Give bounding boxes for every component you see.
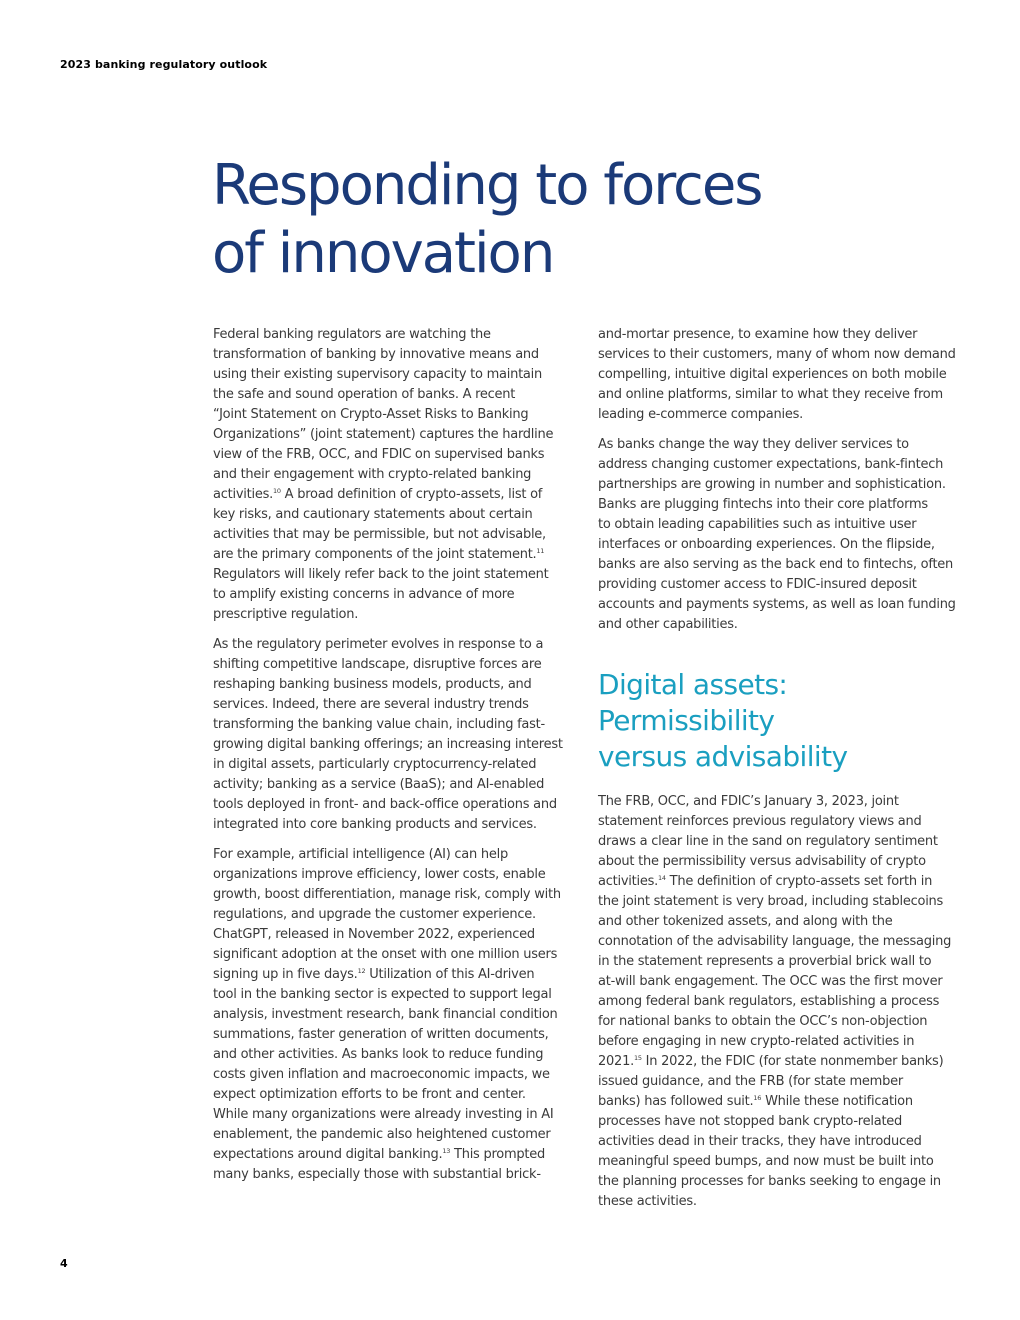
- text-run: for national banks to obtain the OCC’s non-objection: [598, 1014, 928, 1029]
- text-run: significant adoption at the onset with one million users: [213, 947, 558, 962]
- running-header: 2023 banking regulatory outlook: [60, 58, 268, 71]
- left-paragraph-1: [213, 325, 573, 625]
- text-run: at-will bank engagement. The OCC was the first mover: [598, 974, 943, 989]
- text-line: [213, 885, 573, 905]
- text-run: are the primary components of the joint statement.: [213, 547, 537, 562]
- text-run: and other activities. As banks look to reduce funding: [213, 1047, 544, 1062]
- footnote-ref: 16: [753, 1094, 762, 1102]
- text-run: issued guidance, and the FRB (for state member: [598, 1074, 903, 1089]
- text-line: reshaping banking business models, products, and: [213, 677, 532, 692]
- text-line: in digital assets, particularly cryptocurrency-related: [213, 757, 537, 772]
- text-run: in the statement represents a proverbial brick wall to: [598, 954, 932, 969]
- text-line: growing digital banking offerings; an increasing interest: [213, 737, 563, 752]
- text-line: [213, 1025, 573, 1045]
- text-run: and their engagement with crypto-related banking: [213, 467, 532, 482]
- text-line: [213, 565, 573, 585]
- text-line: banks are also serving as the back end to fintechs, often: [598, 557, 954, 572]
- text-line: [213, 1165, 573, 1185]
- text-line: and online platforms, similar to what they receive from: [598, 387, 943, 402]
- text-run: Regulators will likely refer back to the joint statement: [213, 567, 549, 582]
- text-line: services to their customers, many of whom now demand: [598, 347, 956, 362]
- text-run: growth, boost differentiation, manage risk, comply with: [213, 887, 561, 902]
- text-run: The definition of crypto-assets set forth in: [665, 874, 933, 889]
- text-line: [598, 892, 966, 912]
- left-paragraph-3: [213, 845, 573, 1185]
- text-line: [213, 845, 573, 865]
- text-line: [598, 812, 966, 832]
- text-run: Organizations” (joint statement) captures the hardline: [213, 427, 554, 442]
- text-line: [598, 932, 966, 952]
- text-run: expectations around digital banking.: [213, 1147, 443, 1162]
- text-run: 2021.: [598, 1054, 634, 1069]
- text-line: interfaces or onboarding experiences. On the flipside,: [598, 537, 935, 552]
- text-line: [213, 605, 573, 625]
- text-line: shifting competitive landscape, disruptive forces are: [213, 657, 542, 672]
- text-line: [598, 1192, 966, 1212]
- text-run: enablement, the pandemic also heightened customer: [213, 1127, 551, 1142]
- text-line: [598, 1152, 966, 1172]
- text-run: The FRB, OCC, and FDIC’s January 3, 2023, joint: [598, 794, 899, 809]
- text-line: [213, 365, 573, 385]
- section-heading: [598, 667, 966, 775]
- text-run: This prompted: [450, 1147, 545, 1162]
- text-run: statement reinforces previous regulatory views and: [598, 814, 922, 829]
- text-line: providing customer access to FDIC-insured deposit: [598, 577, 917, 592]
- text-run: draws a clear line in the sand on regulatory sentiment: [598, 834, 938, 849]
- text-run: expect optimization efforts to be front and center.: [213, 1087, 526, 1102]
- text-line: [598, 1052, 966, 1072]
- text-run: organizations improve efficiency, lower costs, enable: [213, 867, 546, 882]
- page-number: 4: [60, 1257, 68, 1270]
- text-line: address changing customer expectations, bank-fintech: [598, 457, 944, 472]
- left-paragraph-2: [213, 635, 573, 835]
- page-title-line-2: of innovation: [212, 221, 554, 286]
- text-run: before engaging in new crypto-related activities in: [598, 1034, 915, 1049]
- text-line: [598, 792, 966, 812]
- text-run: key risks, and cautionary statements about certain: [213, 507, 533, 522]
- text-line: [213, 385, 573, 405]
- text-line: transforming the banking value chain, including fast-: [213, 717, 545, 732]
- text-line: accounts and payments systems, as well as loan funding: [598, 597, 956, 612]
- text-line: compelling, intuitive digital experiences on both mobile: [598, 367, 947, 382]
- text-run: among federal bank regulators, establishing a process: [598, 994, 940, 1009]
- section-heading-line-1: Digital assets: Permissibility: [598, 668, 788, 737]
- text-run: A broad definition of crypto-assets, list of: [280, 487, 543, 502]
- text-run: banks) has followed suit.: [598, 1094, 754, 1109]
- text-line: [213, 585, 573, 605]
- text-line: [213, 965, 573, 985]
- text-run: tool in the banking sector is expected to support legal: [213, 987, 552, 1002]
- text-line: [213, 405, 573, 425]
- text-line: [598, 1172, 966, 1192]
- text-line: [213, 925, 573, 945]
- text-run: activities.: [598, 874, 658, 889]
- text-line: [213, 1045, 573, 1065]
- text-line: [213, 325, 573, 345]
- text-run: activities.: [213, 487, 273, 502]
- footnote-ref: 10: [273, 487, 281, 495]
- text-run: “Joint Statement on Crypto-Asset Risks to Banking: [213, 407, 529, 422]
- right-paragraph-2: [598, 435, 966, 635]
- text-run: While many organizations were already investing in AI: [213, 1107, 554, 1122]
- text-line: [598, 952, 966, 972]
- text-run: analysis, investment research, bank financial condition: [213, 1007, 558, 1022]
- text-line: activity; banking as a service (BaaS); and AI-enabled: [213, 777, 545, 792]
- text-line: tools deployed in front- and back-office operations and: [213, 797, 557, 812]
- text-line: [598, 992, 966, 1012]
- text-run: Utilization of this AI-driven: [365, 967, 535, 982]
- text-run: activities that may be permissible, but not advisable,: [213, 527, 546, 542]
- text-line: [213, 865, 573, 885]
- page-title-line-1: Responding to forces: [212, 153, 762, 218]
- text-run: Federal banking regulators are watching the: [213, 327, 491, 342]
- text-run: meaningful speed bumps, and now must be built into: [598, 1154, 934, 1169]
- footnote-ref: 13: [442, 1147, 451, 1155]
- footnote-ref: 11: [536, 547, 545, 555]
- text-line: [213, 485, 573, 505]
- text-run: these activities.: [598, 1194, 697, 1209]
- text-line: [213, 425, 573, 445]
- text-run: prescriptive regulation.: [213, 607, 359, 622]
- text-line: [598, 832, 966, 852]
- text-line: [598, 972, 966, 992]
- text-run: In 2022, the FDIC (for state nonmember banks): [641, 1054, 944, 1069]
- text-line: [213, 525, 573, 545]
- page-title: [212, 152, 932, 288]
- text-line: As banks change the way they deliver services to: [598, 437, 909, 452]
- text-line: [213, 905, 573, 925]
- text-line: [213, 1105, 573, 1125]
- text-run: using their existing supervisory capacity to maintain: [213, 367, 543, 382]
- text-line: [598, 1032, 966, 1052]
- text-line: [598, 872, 966, 892]
- footnote-ref: 15: [633, 1054, 642, 1062]
- text-line: and other capabilities.: [598, 617, 738, 632]
- footnote-ref: 14: [658, 874, 666, 882]
- text-line: [213, 945, 573, 965]
- text-line: As the regulatory perimeter evolves in response to a: [213, 637, 544, 652]
- text-line: [213, 465, 573, 485]
- footnote-ref: 12: [357, 967, 366, 975]
- text-run: regulations, and upgrade the customer experience.: [213, 907, 536, 922]
- text-line: Banks are plugging fintechs into their core platforms: [598, 497, 928, 512]
- text-line: [598, 912, 966, 932]
- text-line: [213, 505, 573, 525]
- text-run: and other tokenized assets, and along with the: [598, 914, 893, 929]
- text-line: [213, 445, 573, 465]
- text-line: [213, 985, 573, 1005]
- text-line: partnerships are growing in number and sophistication.: [598, 477, 946, 492]
- text-line: [213, 1145, 573, 1165]
- right-column: [598, 325, 966, 1222]
- text-line: [598, 1012, 966, 1032]
- text-line: to obtain leading capabilities such as intuitive user: [598, 517, 917, 532]
- text-line: leading e-commerce companies.: [598, 407, 804, 422]
- text-run: signing up in five days.: [213, 967, 358, 982]
- text-line: [213, 345, 573, 365]
- text-line: [598, 1112, 966, 1132]
- text-run: processes have not stopped bank crypto-related: [598, 1114, 903, 1129]
- text-line: [213, 1085, 573, 1105]
- text-run: connotation of the advisability language, the messaging: [598, 934, 952, 949]
- left-column: [213, 325, 573, 1195]
- text-run: transformation of banking by innovative means and: [213, 347, 539, 362]
- text-run: costs given inflation and macroeconomic impacts, we: [213, 1067, 550, 1082]
- text-line: integrated into core banking products and services.: [213, 817, 537, 832]
- text-run: summations, faster generation of written documents,: [213, 1027, 549, 1042]
- text-run: about the permissibility versus advisability of crypto: [598, 854, 926, 869]
- text-line: [598, 1092, 966, 1112]
- text-run: many banks, especially those with substantial brick-: [213, 1167, 541, 1182]
- right-paragraph-3: [598, 792, 966, 1212]
- text-run: For example, artificial intelligence (AI) can help: [213, 847, 508, 862]
- section-heading-line-2: versus advisability: [598, 740, 848, 773]
- text-line: [213, 1125, 573, 1145]
- text-run: activities dead in their tracks, they have introduced: [598, 1134, 922, 1149]
- text-line: [598, 852, 966, 872]
- text-run: the safe and sound operation of banks. A recent: [213, 387, 516, 402]
- text-line: [213, 545, 573, 565]
- text-line: services. Indeed, there are several industry trends: [213, 697, 529, 712]
- text-run: ChatGPT, released in November 2022, experienced: [213, 927, 535, 942]
- text-run: to amplify existing concerns in advance of more: [213, 587, 515, 602]
- text-line: [598, 1072, 966, 1092]
- right-paragraph-1: [598, 325, 966, 425]
- text-line: [598, 1132, 966, 1152]
- text-run: the joint statement is very broad, including stablecoins: [598, 894, 944, 909]
- text-line: and-mortar presence, to examine how they deliver: [598, 327, 918, 342]
- text-line: [213, 1065, 573, 1085]
- text-run: view of the FRB, OCC, and FDIC on supervised banks: [213, 447, 545, 462]
- text-run: While these notification: [761, 1094, 913, 1109]
- text-run: the planning processes for banks seeking to engage in: [598, 1174, 941, 1189]
- text-line: [213, 1005, 573, 1025]
